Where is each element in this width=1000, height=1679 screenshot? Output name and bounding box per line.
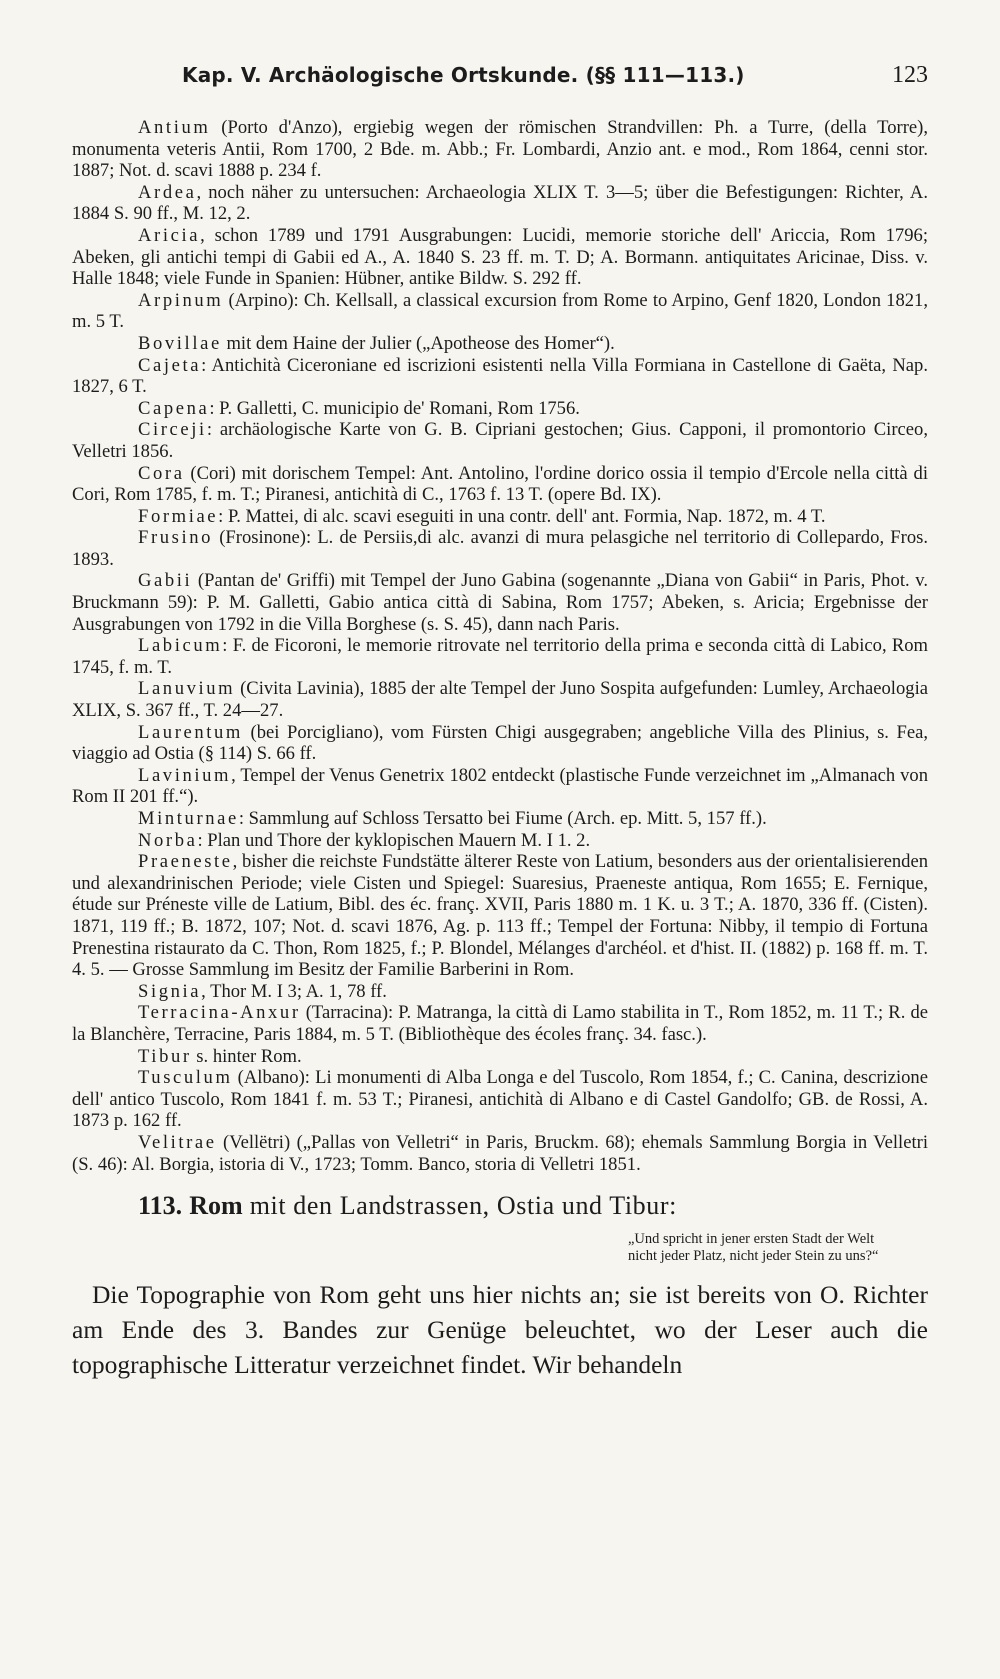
entry-keyword: Tibur — [138, 1045, 192, 1067]
entry-paragraph — [72, 506, 928, 528]
entry-keyword: Norba — [138, 829, 198, 851]
entry-text: (Pantan de' Griffi) mit Tempel der Juno Gabina (sogenannte „Diana von Gabii“ in Paris, Phot. v. Bruckmann 59): P. M. Galletti, Gabio antica città di Sabina, Rom 1757; Abeken, s. Aricia; Ergebnisse der Ausgrabungen von 1792 in die Villa Borghese (s. S. 45), dann nach Paris. — [72, 570, 928, 635]
entry-keyword: Velitrae — [138, 1131, 217, 1153]
entry-keyword: Frusino — [138, 527, 214, 549]
entry-paragraph — [72, 678, 928, 721]
entry-paragraph — [72, 570, 928, 635]
entry-text: : archäologische Karte von G. B. Cipriani gestochen; Gius. Capponi, il promontorio Circeo, Velletri 1856. — [72, 419, 928, 462]
section-heading — [72, 1191, 928, 1221]
page-number: 123 — [892, 62, 928, 88]
entry-keyword: Labicum — [138, 635, 223, 657]
entry-keyword: Terracina-Anxur — [138, 1002, 301, 1024]
entry-text: (Arpino): Ch. Kellsall, a classical excursion from Rome to Arpino, Genf 1820, London 1821, m. 5 T. — [72, 289, 928, 333]
entry-keyword: Formiae — [138, 505, 219, 527]
motto — [628, 1231, 928, 1265]
entry-text: , schon 1789 und 1791 Ausgrabungen: Lucidi, memorie storiche dell' Ariccia, Rom 1796; Abeken, gli antichi tempi di Gabii ed A., A. 1840 S. 23 ff. m. T. D; A. Bormann. antiquitates Aricinae, Diss. v. Halle 1848; viele Funde in Spanien: Hübner, antike Bildw. S. 292 ff. — [72, 224, 928, 290]
entry-paragraph — [72, 830, 928, 852]
entry-paragraph — [72, 808, 928, 830]
entry-text: , bisher die reichste Fundstätte älterer Reste von Latium, besonders aus der orientalisierenden und alexandrinischen Periode; viele Cisten und Spiegel: Suaresius, Praeneste antiqua, Rom 1655; E. Fernique, étude sur Préneste ville de Latium, Bibl. des éc. franç. XVII, Paris 1880 m. 1 K. u. 3 T.; A. 1870, 336 ff. (Cisten). 1871, 119 ff.; B. 1872, 107; Not. d. scavi 1876, Ag. p. 113 ff.; Tempel der Fortuna: Nibby, il tempio di Fortuna Prenestina ristaurato da C. Thon, Rom 1825, f.; P. Blondel, Mélanges d'archéol. et d'hist. II. (1882) p. 168 ff. m. T. 4. 5. — Grosse Sammlung im Besitz der Familie Barberini in Rom. — [72, 851, 928, 981]
entry-paragraph — [72, 1067, 928, 1132]
entry-text: s. hinter Rom. — [191, 1045, 302, 1067]
entry-text: : Antichità Ciceroniane ed iscrizioni esistenti nella Villa Formiana in Castellone di Gaëta, Nap. 1827, 6 T. — [72, 354, 928, 398]
entry-text: , Tempel der Venus Genetrix 1802 entdeckt (plastische Funde verzeichnet im „Almanach von Rom II 201 ff.“). — [72, 764, 928, 808]
entry-keyword: Cajeta — [138, 354, 202, 376]
entry-paragraph — [72, 1002, 928, 1045]
motto-line: „Und spricht in jener ersten Stadt der Welt — [628, 1231, 875, 1248]
running-header — [72, 62, 928, 89]
section-title-bold: Rom — [189, 1191, 243, 1221]
entry-paragraph — [72, 117, 928, 182]
entry-paragraph — [72, 527, 928, 570]
entry-keyword: Signia — [138, 980, 202, 1002]
entry-keyword: Laurentum — [138, 721, 243, 743]
entry-text: (Cori) mit dorischem Tempel: Ant. Antolino, l'ordine dorico ossia il tempio d'Ercole nella città di Cori, Rom 1785, f. m. T.; Piranesi, antichità di C., 1763 f. 13 T. (opere Bd. IX). — [72, 462, 928, 506]
entry-text: (Tarracina): P. Matranga, la città di Lamo stabilita in T., Rom 1852, m. 11 T.; R. de la Blanchère, Terracine, Paris 1884, m. 5 T. (Bibliothèque des écoles franç. 34. fasc.). — [72, 1002, 928, 1045]
motto-line: nicht jeder Platz, nicht jeder Stein zu uns?“ — [628, 1248, 879, 1265]
entry-paragraph — [72, 333, 928, 355]
entry-keyword: Praeneste — [138, 851, 233, 873]
entry-text: : F. de Ficoroni, le memorie ritrovate nel territorio della prima e seconda città di Labico, Rom 1745, f. m. T. — [72, 635, 928, 678]
entry-paragraph — [72, 1132, 928, 1175]
entry-keyword: Lanuvium — [138, 678, 236, 700]
entry-text: (Albano): Li monumenti di Alba Longa e del Tuscolo, Rom 1854, f.; C. Canina, descrizione dell' antico Tuscolo, Rom 1841 f. m. 53 T.; Piranesi, antichità di Albano e di Castel Gandolfo; GB. de Rossi, A. 1873 p. 162 ff. — [72, 1067, 928, 1132]
entry-text: (Frosinone): L. de Persiis,di alc. avanzi di mura pelasgiche nel territorio di Collepardo, Fros. 1893. — [72, 527, 928, 570]
entry-paragraph — [72, 419, 928, 462]
entry-paragraph — [72, 182, 928, 225]
entry-text: , Thor M. I 3; A. 1, 78 ff. — [201, 980, 387, 1002]
entry-paragraph — [72, 765, 928, 808]
entry-paragraph — [72, 290, 928, 333]
body-paragraph: Die Topographie von Rom geht uns hier nichts an; sie ist bereits von O. Richter am Ende des 3. Bandes zur Genüge beleuchtet, wo der Leser auch die topographische Litteratur verzeichnet findet. Wir behandeln — [72, 1280, 928, 1380]
entry-list — [72, 117, 928, 1175]
entry-text: (Porto d'Anzo), ergiebig wegen der römischen Strandvillen: Ph. a Turre, (della Torre), monumenta veteris Antii, Rom 1700, 2 Bde. m. Abb.; Fr. Lombardi, Anzio ant. e mod., Rom 1864, cenni stor. 1887; Not. d. scavi 1888 p. 234 f. — [72, 117, 928, 182]
section-title: mit den Landstrassen, Ostia und Tibur: — [242, 1191, 677, 1221]
entry-keyword: Capena — [138, 397, 210, 419]
entry-keyword: Antium — [138, 117, 211, 138]
entry-text: (Civita Lavinia), 1885 der alte Tempel der Juno Sospita aufgefunden: Lumley, Archaeologia XLIX, S. 367 ff., T. 24—27. — [72, 678, 928, 722]
entry-keyword: Lavinium — [138, 764, 232, 786]
entry-keyword: Aricia — [138, 224, 201, 246]
entry-keyword: Cora — [138, 462, 185, 484]
entry-keyword: Tusculum — [138, 1067, 233, 1089]
entry-paragraph — [72, 1046, 928, 1068]
entry-paragraph — [72, 635, 928, 678]
entry-text: : Sammlung auf Schloss Tersatto bei Fiume (Arch. ep. Mitt. 5, 157 ff.). — [238, 808, 767, 829]
entry-text: : P. Mattei, di alc. scavi eseguiti in una contr. dell' ant. Formia, Nap. 1872, m. 4 T. — [218, 505, 826, 527]
entry-keyword: Ardea — [138, 181, 197, 203]
entry-text: (bei Porcigliano), vom Fürsten Chigi ausgegraben; angebliche Villa des Plinius, s. Fea, viaggio ad Ostia (§ 114) S. 66 ff. — [72, 721, 928, 765]
entry-text: : P. Galletti, C. municipio de' Romani, Rom 1756. — [209, 397, 580, 419]
entry-keyword: Bovillae — [138, 332, 222, 354]
entry-keyword: Circeji — [138, 419, 207, 441]
running-title: Kap. V. Archäologische Ortskunde. (§§ 111—113.) — [182, 63, 745, 87]
entry-paragraph — [72, 981, 928, 1003]
entry-paragraph — [72, 225, 928, 290]
entry-text: , noch näher zu untersuchen: Archaeologia XLIX T. 3—5; über die Befestigungen: Richter, A. 1884 S. 90 ff., M. 12, 2. — [72, 181, 928, 225]
entry-paragraph — [72, 355, 928, 398]
entry-keyword: Gabii — [138, 570, 193, 592]
entry-keyword: Arpinum — [138, 289, 224, 311]
entry-paragraph — [72, 722, 928, 765]
entry-paragraph — [72, 851, 928, 981]
entry-paragraph — [72, 398, 928, 420]
entry-text: mit dem Haine der Julier („Apotheose des Homer“). — [221, 332, 615, 354]
entry-text: : Plan und Thore der kyklopischen Mauern M. I 1. 2. — [197, 829, 591, 851]
entry-paragraph — [72, 463, 928, 506]
section-number: 113. — [138, 1191, 183, 1221]
entry-text: (Vellëtri) („Pallas von Velletri“ in Paris, Bruckm. 68); ehemals Sammlung Borgia in Velletri (S. 46): Al. Borgia, istoria di V., 1723; Tomm. Banco, storia di Velletri 1851. — [72, 1131, 928, 1175]
entry-keyword: Minturnae — [138, 808, 239, 829]
